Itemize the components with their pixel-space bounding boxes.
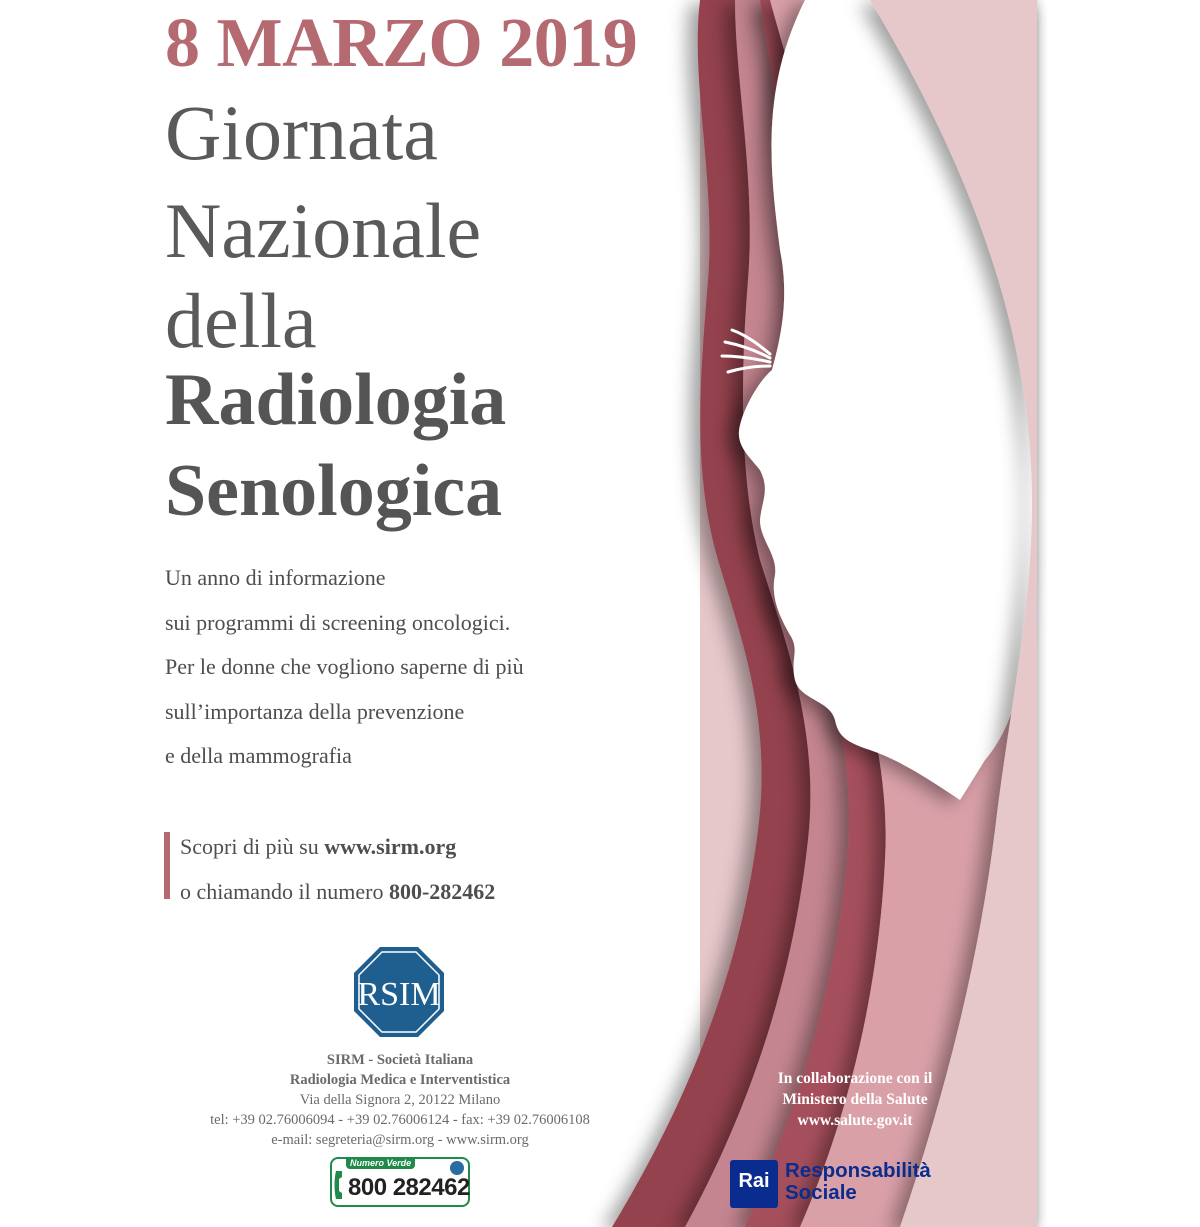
sirm-logo: [352, 945, 446, 1039]
cta-line-2: [180, 869, 495, 914]
sirm-seal-icon: [450, 1161, 464, 1175]
logo-letters: RSIM: [357, 976, 441, 1013]
org-address: Via della Signora 2, 20122 Milano: [299, 1092, 501, 1108]
title-bold-line-1: Radiologia: [165, 359, 507, 441]
title-bold-line-2: Senologica: [165, 450, 503, 532]
collab-line-1: In collaborazione con il: [777, 1070, 933, 1087]
intro-line: sull’importanza della prevenzione: [165, 698, 465, 724]
rai-logo: [730, 1160, 980, 1208]
org-name-line-2: Radiologia Medica e Interventistica: [289, 1072, 511, 1088]
org-phones: tel: +39 02.76006094 - +39 02.76006124 - fax: +39 02.76006108: [210, 1112, 590, 1128]
intro-line: sui programmi di screening oncologici.: [165, 609, 511, 635]
phone-number[interactable]: 800-282462: [388, 879, 496, 904]
call-to-action: [180, 824, 495, 914]
organization-info: [160, 1050, 640, 1150]
phone-handset-icon: [334, 1171, 344, 1199]
rai-box-label: Rai: [738, 1170, 770, 1192]
intro-line: e della mammografia: [165, 743, 352, 768]
org-name-line-1: SIRM - Società Italiana: [326, 1052, 474, 1068]
title-line-2: Nazionale: [165, 187, 482, 274]
cta-prefix-2: o chiamando il numero: [180, 879, 389, 904]
intro-line: Un anno di informazione: [165, 565, 386, 590]
title-line-3: della: [165, 277, 317, 364]
website-link[interactable]: www.sirm.org: [324, 834, 457, 859]
rai-text: [785, 1160, 931, 1204]
numero-verde-badge[interactable]: [330, 1157, 470, 1207]
rai-line-1: Responsabilità: [785, 1159, 931, 1182]
rai-line-2: Sociale: [785, 1181, 857, 1204]
collab-line-2: Ministero della Salute: [782, 1091, 928, 1108]
numero-verde-label: Numero Verde: [346, 1157, 415, 1169]
org-contacts: e-mail: segreteria@sirm.org - www.sirm.org: [271, 1132, 529, 1148]
title-line-1: Giornata: [165, 89, 438, 176]
intro-paragraph: [165, 556, 524, 779]
collab-link[interactable]: www.salute.gov.it: [797, 1112, 913, 1129]
event-date: 8 MARZO 2019: [165, 5, 638, 82]
numero-verde-number: 800 282462: [348, 1174, 470, 1201]
cta-accent-bar: [164, 832, 170, 899]
collaboration-info: [730, 1068, 980, 1131]
intro-line: Per le donne che vogliono saperne di più: [165, 654, 524, 679]
rai-box: [730, 1160, 778, 1208]
cta-line-1: [180, 824, 495, 869]
cta-prefix: Scopri di più su: [180, 834, 325, 859]
